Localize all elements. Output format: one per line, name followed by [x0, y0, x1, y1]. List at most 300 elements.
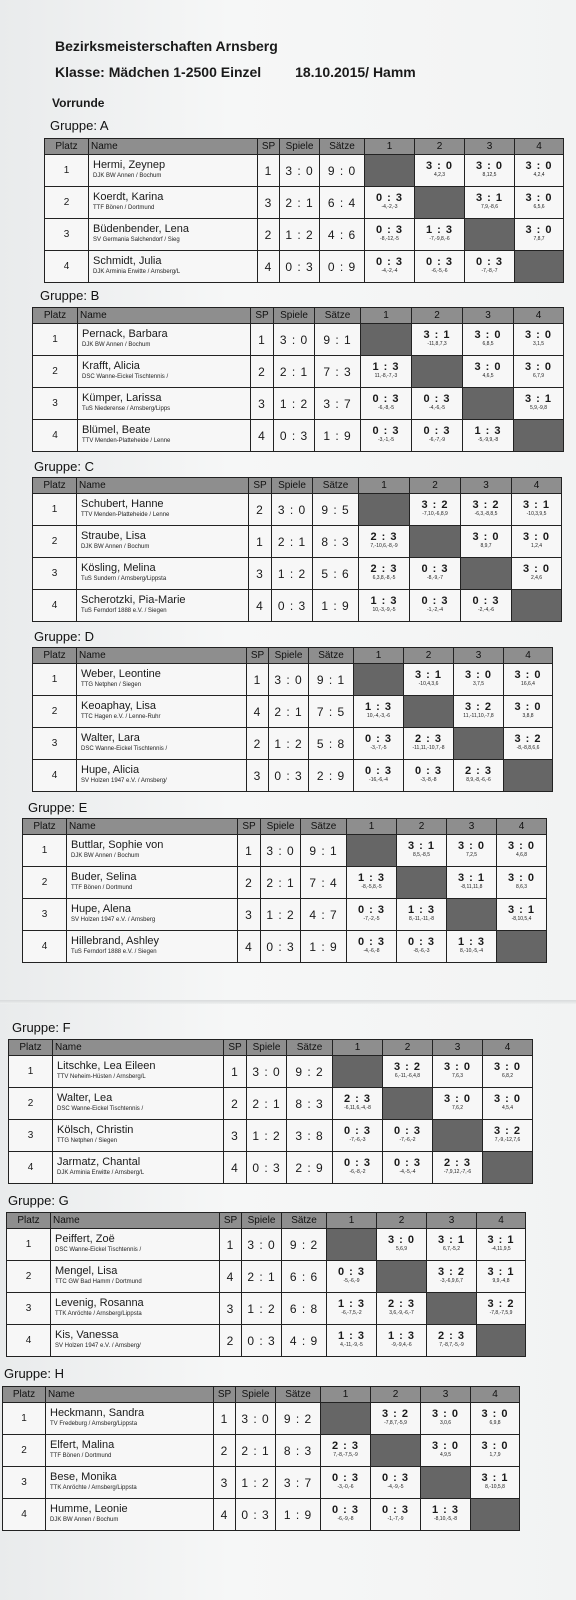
player-cell [77, 590, 249, 622]
match-score: 3 : 0 [522, 562, 550, 575]
header-row [33, 648, 553, 664]
self-cell-shaded [377, 1261, 427, 1293]
rank-cell: 4 [23, 931, 67, 963]
match-score: 0 : 3 [407, 935, 435, 948]
self-cell-shaded [354, 664, 404, 696]
games-cell: 2 : 1 [280, 187, 320, 219]
self-cell-shaded [515, 251, 564, 283]
match-score: 3 : 0 [481, 1439, 509, 1452]
rank-cell: 4 [3, 1499, 46, 1531]
match-result-cell [447, 867, 497, 899]
match-result-cell [415, 155, 465, 187]
games-cell: 2 : 1 [247, 1088, 287, 1120]
match-score: 0 : 3 [357, 935, 385, 948]
self-cell-shaded [512, 590, 562, 622]
table-row [23, 931, 547, 963]
rank-cell: 3 [9, 1120, 53, 1152]
header-row [33, 308, 564, 324]
set-scores: 4,-11,-9,-5 [340, 1341, 363, 1348]
match-result-cell [483, 1056, 533, 1088]
set-scores: 8,9,7 [480, 542, 492, 549]
column-header-c1: 1 [361, 308, 412, 324]
match-score: 2 : 3 [443, 1156, 471, 1169]
sets-cell: 9 : 2 [287, 1056, 333, 1088]
column-header-saetze: Sätze [276, 1387, 321, 1403]
rank-cell: 3 [3, 1467, 46, 1499]
match-score: 2 : 3 [343, 1092, 371, 1105]
column-header-c1: 1 [321, 1387, 371, 1403]
rank-cell: 3 [33, 728, 77, 760]
column-header-saetze: Sätze [315, 308, 361, 324]
rank-cell: 4 [7, 1325, 51, 1357]
group-table [22, 818, 547, 963]
rank-cell: 2 [33, 526, 77, 558]
match-score: 0 : 3 [331, 1503, 359, 1516]
player-cell [89, 251, 258, 283]
seed-cell: 3 [224, 1120, 247, 1152]
player-cell [51, 1293, 220, 1325]
table-row [33, 696, 553, 728]
sets-cell: 4 : 7 [301, 899, 347, 931]
sets-cell: 3 : 7 [276, 1467, 321, 1499]
header-row [45, 139, 564, 155]
set-scores: 3,1,5 [532, 340, 545, 347]
player-name: Weber, Leontine [81, 667, 161, 680]
match-result-cell [447, 931, 497, 963]
seed-cell: 2 [238, 867, 261, 899]
seed-cell: 3 [238, 899, 261, 931]
table-row [33, 324, 564, 356]
header-row [23, 819, 547, 835]
seed-cell: 1 [258, 155, 280, 187]
club-name: DJK BW Annen / Bochum [81, 543, 150, 550]
set-scores: 7,6,2 [451, 1104, 464, 1111]
player-cell [46, 1467, 214, 1499]
club-name: TuS Niederense / Arnsberg/Lipps [82, 405, 171, 412]
set-scores: -8,-12,-5 [380, 235, 399, 242]
player-name: Bese, Monika [50, 1470, 117, 1483]
club-name: TTC Hagen e.V. / Lenne-Ruhr [81, 713, 161, 720]
player-name: Walter, Lara [81, 731, 140, 744]
match-score: 3 : 0 [472, 530, 500, 543]
sets-cell: 9 : 1 [309, 664, 354, 696]
table-row [45, 187, 564, 219]
games-cell: 2 : 1 [242, 1261, 282, 1293]
rank-cell: 1 [33, 494, 77, 526]
set-scores: -8,-6,-3 [413, 947, 430, 954]
self-cell-shaded [359, 494, 410, 526]
column-header-spiele: Spiele [242, 1213, 282, 1229]
seed-cell: 2 [224, 1088, 247, 1120]
self-cell-shaded [371, 1435, 421, 1467]
player-name: Walter, Lea [57, 1091, 113, 1104]
set-scores: 11,-8,-7,-3 [374, 372, 398, 379]
player-name: Krafft, Alicia [82, 359, 140, 372]
player-cell [77, 696, 247, 728]
match-result-cell [465, 187, 515, 219]
self-cell-shaded [361, 324, 412, 356]
games-cell: 0 : 3 [242, 1325, 282, 1357]
match-result-cell [427, 1261, 477, 1293]
match-result-cell [504, 664, 553, 696]
match-score: 0 : 3 [343, 1124, 371, 1137]
column-header-c3: 3 [433, 1040, 483, 1056]
match-result-cell [404, 760, 454, 792]
games-cell: 0 : 3 [280, 251, 320, 283]
table-row [9, 1152, 533, 1184]
match-score: 3 : 0 [514, 668, 542, 681]
match-result-cell [361, 420, 412, 452]
match-score: 0 : 3 [421, 562, 449, 575]
match-score: 3 : 1 [457, 871, 485, 884]
seed-cell: 2 [258, 219, 280, 251]
match-score: 3 : 0 [457, 839, 485, 852]
club-name: DSC Wanne-Eickel Tischtennis / [81, 745, 168, 752]
column-header-platz: Platz [9, 1040, 53, 1056]
player-name: Scherotzki, Pia-Marie [81, 593, 186, 606]
set-scores: -7,-6,-3 [349, 1136, 366, 1143]
club-name: TTV Neheim-Hüsten / Arnsberg/L [57, 1073, 146, 1080]
class-label: Klasse: Mädchen 1-2500 Einzel [55, 64, 262, 80]
club-name: TTV Menden-Platteheide / Lenne [81, 511, 170, 518]
sets-cell: 8 : 3 [276, 1435, 321, 1467]
games-cell: 3 : 0 [272, 494, 313, 526]
player-cell [53, 1152, 224, 1184]
match-result-cell [421, 1499, 471, 1531]
match-score: 0 : 3 [393, 1124, 421, 1137]
group-table [8, 1039, 533, 1184]
games-cell: 2 : 1 [272, 526, 313, 558]
match-score: 0 : 3 [375, 255, 403, 268]
match-result-cell [483, 1120, 533, 1152]
rank-cell: 4 [33, 590, 77, 622]
set-scores: 5,6,9 [395, 1245, 408, 1252]
self-cell-shaded [471, 1499, 520, 1531]
set-scores: 11,-11,10,-7,8 [463, 712, 494, 719]
club-name: DSC Wanne-Eickel Tischtennis / [57, 1105, 144, 1112]
sets-cell: 9 : 5 [313, 494, 359, 526]
match-result-cell [412, 388, 463, 420]
set-scores: 1,2,4 [530, 542, 543, 549]
sets-cell: 8 : 3 [287, 1088, 333, 1120]
set-scores: 10,-4,-3,-6 [366, 712, 391, 719]
column-header-saetze: Sätze [320, 139, 365, 155]
club-name: TTC GW Bad Hamm / Dortmund [55, 1278, 142, 1285]
column-header-sp: SP [214, 1387, 236, 1403]
match-score: 1 : 3 [474, 424, 502, 437]
player-name: Buder, Selina [71, 870, 137, 883]
self-cell-shaded [504, 760, 553, 792]
match-score: 3 : 0 [464, 668, 492, 681]
seed-cell: 2 [247, 728, 269, 760]
match-result-cell [371, 1499, 421, 1531]
player-name: Kölsch, Christin [57, 1123, 134, 1136]
set-scores: -16,-6,-4 [369, 776, 388, 783]
match-score: 1 : 3 [337, 1329, 365, 1342]
rank-cell: 3 [23, 899, 67, 931]
set-scores: 7,8,7 [533, 235, 545, 242]
match-result-cell [427, 1325, 477, 1357]
player-name: Kümper, Larissa [82, 391, 162, 404]
player-cell [77, 664, 247, 696]
rank-cell: 2 [45, 187, 89, 219]
column-header-c2: 2 [371, 1387, 421, 1403]
games-cell: 1 : 2 [242, 1293, 282, 1325]
match-score: 3 : 2 [493, 1124, 521, 1137]
set-scores: 3,7,5 [472, 680, 485, 687]
match-result-cell [365, 251, 415, 283]
set-scores: 7,2,5 [465, 851, 478, 858]
set-scores: -7,-9,8,-6 [429, 235, 450, 242]
match-score: 3 : 0 [425, 159, 453, 172]
self-cell-shaded [514, 420, 564, 452]
set-scores: 1,7,9 [489, 1451, 501, 1458]
column-header-c3: 3 [463, 308, 514, 324]
match-result-cell [447, 835, 497, 867]
games-cell: 3 : 0 [247, 1056, 287, 1088]
column-header-c4: 4 [515, 139, 564, 155]
match-result-cell [504, 728, 553, 760]
match-score: 3 : 1 [475, 191, 503, 204]
match-score: 1 : 3 [387, 1329, 415, 1342]
column-header-c2: 2 [404, 648, 454, 664]
match-score: 3 : 0 [525, 159, 553, 172]
player-cell [89, 187, 258, 219]
rank-cell: 1 [7, 1229, 51, 1261]
set-scores: 7,-9,-12,7,6 [494, 1136, 521, 1143]
table-row [33, 728, 553, 760]
games-cell: 3 : 0 [280, 155, 320, 187]
table-row [23, 835, 547, 867]
match-score: 2 : 3 [370, 530, 398, 543]
match-score: 3 : 2 [393, 1060, 421, 1073]
match-score: 3 : 2 [514, 732, 542, 745]
sets-cell: 9 : 1 [315, 324, 361, 356]
table-row [9, 1120, 533, 1152]
set-scores: -4,-2,-3 [381, 203, 398, 210]
match-result-cell [515, 155, 564, 187]
match-score: 3 : 2 [472, 498, 500, 511]
set-scores: -1,-2,-4 [426, 606, 444, 613]
player-cell [51, 1261, 220, 1293]
self-cell-shaded [397, 867, 447, 899]
table-row [45, 251, 564, 283]
set-scores: -3,-1,-5 [377, 436, 395, 443]
player-cell [67, 835, 238, 867]
club-name: TTV Menden-Platteheide / Lenne [82, 437, 171, 444]
match-result-cell [354, 760, 404, 792]
player-cell [78, 420, 251, 452]
player-cell [77, 558, 249, 590]
player-cell [78, 324, 251, 356]
club-name: TTF Bönen / Dortmund [71, 884, 133, 891]
rank-cell: 1 [9, 1056, 53, 1088]
column-header-saetze: Sätze [287, 1040, 333, 1056]
match-score: 3 : 0 [387, 1233, 415, 1246]
match-score: 2 : 3 [331, 1439, 359, 1452]
match-result-cell [471, 1403, 520, 1435]
group-label: Gruppe: H [4, 1366, 64, 1381]
set-scores: -4,-6,-5 [428, 404, 446, 411]
set-scores: -10,4,3,6 [418, 680, 439, 687]
set-scores: 4,5,4 [501, 1104, 514, 1111]
column-header-saetze: Sätze [313, 478, 359, 494]
set-scores: 7,-8,7,-5,-9 [439, 1341, 464, 1348]
column-header-name: Name [77, 648, 247, 664]
sets-cell: 6 : 6 [282, 1261, 327, 1293]
column-header-platz: Platz [45, 139, 89, 155]
set-scores: 4,6,8 [515, 851, 528, 858]
player-name: Büdenbender, Lena [93, 222, 190, 235]
set-scores: -6,-5,-6 [431, 267, 448, 274]
group-label: Gruppe: C [34, 459, 94, 474]
match-result-cell [514, 388, 564, 420]
set-scores: 6,7,-5,2 [443, 1245, 460, 1252]
match-result-cell [483, 1088, 533, 1120]
column-header-c3: 3 [421, 1387, 471, 1403]
set-scores: 4,2,4 [533, 171, 545, 178]
match-score: 3 : 2 [421, 498, 449, 511]
table-row [9, 1056, 533, 1088]
column-header-sp: SP [247, 648, 269, 664]
games-cell: 0 : 3 [269, 760, 309, 792]
match-score: 3 : 0 [524, 328, 552, 341]
match-result-cell [333, 1152, 383, 1184]
rank-cell: 4 [33, 420, 78, 452]
self-cell-shaded [427, 1293, 477, 1325]
games-cell: 3 : 0 [269, 664, 309, 696]
column-header-sp: SP [220, 1213, 242, 1229]
match-result-cell [371, 1403, 421, 1435]
match-score: 0 : 3 [381, 1471, 409, 1484]
seed-cell: 2 [249, 494, 272, 526]
column-header-c1: 1 [354, 648, 404, 664]
player-cell [77, 760, 247, 792]
player-name: Jarmatz, Chantal [57, 1155, 141, 1168]
club-name: TTF Bönen / Dortmund [50, 1452, 112, 1459]
column-header-c1: 1 [365, 139, 415, 155]
club-name: TuS Ferndorf 1888 e.V. / Siegen [81, 607, 167, 614]
match-result-cell [397, 899, 447, 931]
match-result-cell [359, 526, 410, 558]
set-scores: 6,5,6 [533, 203, 545, 210]
match-score: 3 : 1 [487, 1233, 515, 1246]
column-header-c4: 4 [512, 478, 562, 494]
table-row [33, 590, 562, 622]
player-name: Buttlar, Sophie von [71, 838, 164, 851]
player-name: Koerdt, Karina [93, 190, 164, 203]
club-name: DSC Wanne-Eickel Tischtennis / [55, 1246, 142, 1253]
player-cell [67, 931, 238, 963]
set-scores: 6,-11,-6,4,8 [394, 1072, 421, 1079]
match-score: 0 : 3 [375, 191, 403, 204]
match-score: 1 : 3 [425, 223, 453, 236]
column-header-spiele: Spiele [236, 1387, 276, 1403]
column-header-name: Name [67, 819, 238, 835]
match-score: 1 : 3 [337, 1297, 365, 1310]
self-cell-shaded [454, 728, 504, 760]
match-result-cell [421, 1403, 471, 1435]
games-cell: 0 : 3 [247, 1152, 287, 1184]
set-scores: -3,-7,-5 [370, 744, 387, 751]
match-result-cell [465, 155, 515, 187]
match-result-cell [347, 899, 397, 931]
seed-cell: 3 [214, 1467, 236, 1499]
match-score: 3 : 1 [522, 498, 550, 511]
self-cell-shaded [333, 1056, 383, 1088]
club-name: SV Holzen 1947 e.V. / Arnsberg [71, 916, 156, 923]
set-scores: -3,-0,-6 [337, 1483, 354, 1490]
set-scores: -11,8,7,3 [427, 340, 447, 347]
rank-cell: 3 [45, 219, 89, 251]
column-header-platz: Platz [23, 819, 67, 835]
self-cell-shaded [415, 187, 465, 219]
set-scores: -8,-8,8,6,6 [516, 744, 540, 751]
match-result-cell [497, 867, 547, 899]
seed-cell: 4 [251, 420, 274, 452]
club-name: DJK Arminia Erwitte / Arnsberg/L [57, 1169, 145, 1176]
sets-cell: 5 : 8 [309, 728, 354, 760]
match-result-cell [415, 219, 465, 251]
set-scores: -4,11,9,5 [491, 1245, 511, 1252]
group-table [2, 1386, 520, 1531]
match-result-cell [461, 590, 512, 622]
column-header-c2: 2 [383, 1040, 433, 1056]
set-scores: 8,-10,-5,-4 [459, 947, 484, 954]
column-header-spiele: Spiele [274, 308, 315, 324]
match-result-cell [433, 1056, 483, 1088]
set-scores: -6,3,-8,8,5 [474, 510, 498, 517]
set-scores: 4,6,5 [482, 372, 494, 379]
seed-cell: 1 [251, 324, 274, 356]
club-name: TTG Netphen / Siegen [57, 1137, 118, 1144]
table-row [33, 558, 562, 590]
group-table [32, 307, 564, 452]
match-result-cell [512, 558, 562, 590]
rank-cell: 1 [45, 155, 89, 187]
club-name: DJK BW Annen / Bochum [50, 1516, 119, 1523]
group-label: Gruppe: F [12, 1020, 71, 1035]
column-header-c4: 4 [504, 648, 553, 664]
match-result-cell [477, 1261, 526, 1293]
seed-cell: 3 [247, 760, 269, 792]
header-row [3, 1387, 520, 1403]
match-score: 0 : 3 [372, 424, 400, 437]
player-name: Mengel, Lisa [55, 1264, 118, 1277]
seed-cell: 2 [220, 1325, 242, 1357]
match-score: 1 : 3 [357, 871, 385, 884]
match-score: 3 : 1 [423, 328, 451, 341]
match-score: 2 : 3 [370, 562, 398, 575]
column-header-name: Name [77, 478, 249, 494]
player-name: Hermi, Zeynep [93, 158, 166, 171]
column-header-c3: 3 [454, 648, 504, 664]
seed-cell: 4 [249, 590, 272, 622]
match-score: 3 : 1 [437, 1233, 465, 1246]
match-result-cell [354, 696, 404, 728]
match-score: 3 : 2 [487, 1297, 515, 1310]
column-header-name: Name [89, 139, 258, 155]
match-result-cell [471, 1435, 520, 1467]
group-table [6, 1212, 526, 1357]
club-name: DJK BW Annen / Bochum [71, 852, 140, 859]
group-label: Gruppe: D [34, 629, 94, 644]
set-scores: 8,5,-8,5 [413, 851, 430, 858]
self-cell-shaded [347, 835, 397, 867]
group-label: Gruppe: G [8, 1193, 69, 1208]
set-scores: -5,-6,-9 [343, 1277, 360, 1284]
group-label: Gruppe: A [50, 118, 109, 133]
